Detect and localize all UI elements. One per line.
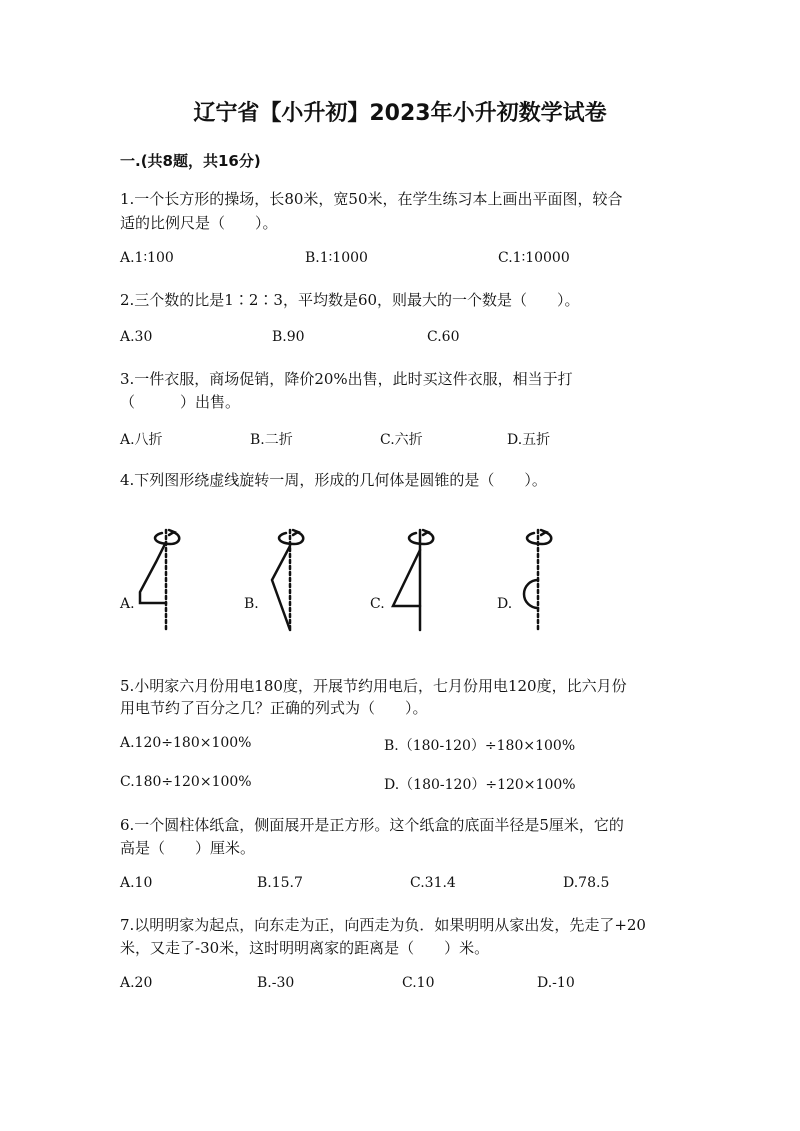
figure-b-label: B.	[244, 596, 259, 612]
figure-d-label: D.	[497, 596, 513, 612]
figure-a-label: A.	[120, 596, 135, 612]
question-7-option-a: A.20	[120, 975, 153, 991]
question-3-option-d: D.五折	[507, 432, 551, 448]
page-title: 辽宁省【小升初】2023年小升初数学试卷	[193, 101, 607, 126]
question-6-option-c: C.31.4	[410, 875, 456, 891]
question-3-option-a: A.八折	[120, 432, 163, 448]
question-2-option-c: C.60	[427, 329, 460, 345]
question-5-option-c: C.180÷120×100%	[120, 774, 252, 790]
question-3-option-b: B.二折	[250, 432, 293, 448]
figure-b-shape	[272, 546, 290, 630]
figure-c-label: C.	[370, 596, 385, 612]
question-6-option-b: B.15.7	[257, 875, 303, 891]
question-5-text-line1: 5.小明家六月份用电180度，开展节约用电后，七月份用电120度，比六月份	[120, 677, 627, 695]
question-7-text-line2: 米，又走了-30米，这时明明离家的距离是（ ）米。	[120, 939, 490, 957]
question-3-text-line2: （ ）出售。	[120, 393, 241, 411]
question-1-option-c: C.1∶10000	[498, 250, 570, 266]
question-2-option-a: A.30	[120, 329, 153, 345]
question-5-option-b: B.（180-120）÷180×100%	[384, 738, 576, 754]
figure-a-shape	[140, 542, 166, 603]
rotation-figures	[110, 520, 570, 635]
question-3-option-c: C.六折	[380, 432, 423, 448]
question-1-text-line1: 1.一个长方形的操场，长80米，宽50米，在学生练习本上画出平面图，较合	[120, 190, 623, 208]
question-6-text-line2: 高是（ ）厘米。	[120, 839, 256, 857]
question-7-option-c: C.10	[402, 975, 435, 991]
section-heading: 一.(共8题，共16分)	[120, 152, 261, 170]
question-7-option-b: B.-30	[257, 975, 295, 991]
question-1-option-b: B.1∶1000	[305, 250, 368, 266]
question-5-option-d: D.（180-120）÷120×100%	[384, 777, 576, 793]
question-6-text-line1: 6.一个圆柱体纸盒，侧面展开是正方形。这个纸盒的底面半径是5厘米，它的	[120, 816, 624, 834]
question-1-option-a: A.1∶100	[120, 250, 174, 266]
figure-d-shape	[524, 580, 538, 608]
question-1-text-line2: 适的比例尺是（ ）。	[120, 214, 278, 232]
figure-c-shape	[393, 550, 420, 606]
question-3-text-line1: 3.一件衣服，商场促销，降价20%出售，此时买这件衣服，相当于打	[120, 370, 573, 388]
question-5-option-a: A.120÷180×100%	[120, 735, 252, 751]
question-2-option-b: B.90	[272, 329, 305, 345]
question-7-text-line1: 7.以明明家为起点，向东走为正，向西走为负．如果明明从家出发，先走了+20	[120, 916, 646, 934]
question-6-option-d: D.78.5	[563, 875, 610, 891]
question-2-text: 2.三个数的比是1∶2∶3，平均数是60，则最大的一个数是（ ）。	[120, 291, 580, 309]
question-4-text: 4.下列图形绕虚线旋转一周，形成的几何体是圆锥的是（ ）。	[120, 471, 547, 489]
question-6-option-a: A.10	[120, 875, 153, 891]
question-7-option-d: D.-10	[537, 975, 575, 991]
question-5-text-line2: 用电节约了百分之几？正确的列式为（ ）。	[120, 699, 428, 717]
